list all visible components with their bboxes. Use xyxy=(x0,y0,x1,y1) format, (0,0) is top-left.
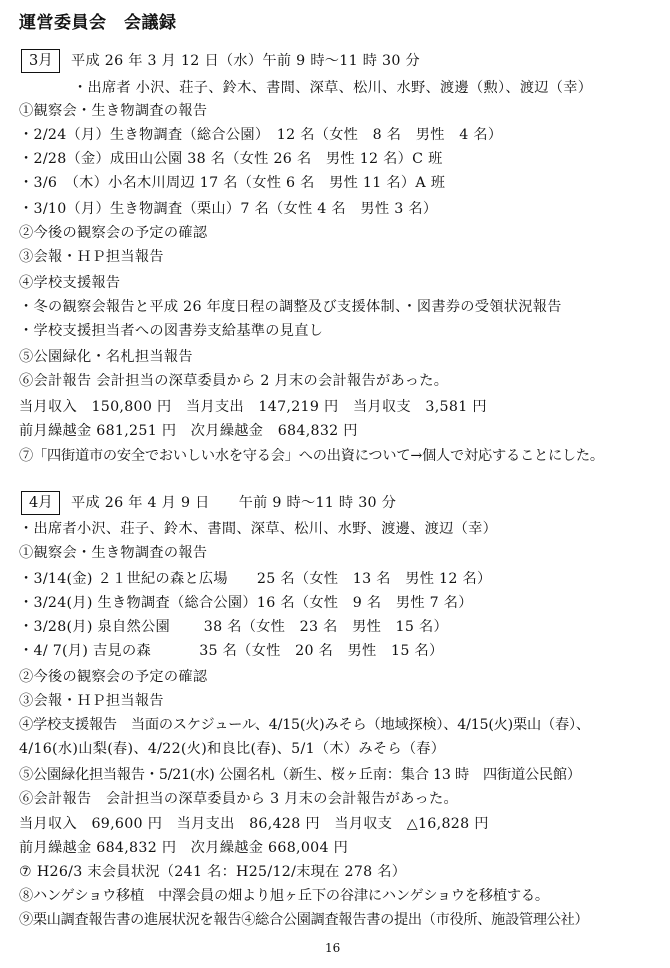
april-item: ・4/ 7(月) 吉見の森 35 名（女性 20 名 男性 15 名） xyxy=(19,643,444,659)
april-attendees: ・出席者小沢、荘子、鈴木、書間、深草、松川、水野、渡邊、渡辺（幸） xyxy=(19,521,498,537)
april-item: 4/16(水)山梨(春)、4/22(火)和良比(春)、5/1（木）みそら（春） xyxy=(19,741,446,757)
march-month-box: 3月 xyxy=(21,49,60,73)
april-item: ⑥会計報告 会計担当の深草委員から 3 月末の会計報告があった。 xyxy=(19,791,458,807)
march-item: ②今後の観察会の予定の確認 xyxy=(19,225,208,241)
april-item: ②今後の観察会の予定の確認 xyxy=(19,669,208,685)
march-item: ・学校支援担当者への図書券支給基準の見直し xyxy=(19,323,324,339)
march-item: ①観察会・生き物調査の報告 xyxy=(19,103,208,119)
march-item: ⑥会計報告 会計担当の深草委員から 2 月末の会計報告があった。 xyxy=(19,373,449,389)
march-item: ・3/6 （木）小名木川周辺 17 名（女性 6 名 男性 11 名）A 班 xyxy=(19,175,446,191)
april-item: ③会報・ＨＰ担当報告 xyxy=(19,693,164,709)
april-item: ⑨栗山調査報告書の進展状況を報告④総合公園調査報告書の提出（市役所、施設管理公社） xyxy=(19,912,589,928)
march-item: ⑦「四街道市の安全でおいしい水を守る会」への出資について→個人で対応することにした。 xyxy=(19,448,604,464)
march-item: ③会報・ＨＰ担当報告 xyxy=(19,249,164,265)
april-item: ⑦ H26/3 末会員状況（241 名：H25/12/末現在 278 名） xyxy=(19,864,407,880)
march-item: ・冬の観察会報告と平成 26 年度日程の調整及び支援体制、・図書券の受領状況報告 xyxy=(19,299,562,315)
april-month-box: 4月 xyxy=(21,491,60,515)
march-attendees: ・出席者 小沢、荘子、鈴木、書間、深草、松川、水野、渡邊（勲）、渡辺（幸） xyxy=(73,80,593,96)
april-item: ①観察会・生き物調査の報告 xyxy=(19,545,208,561)
march-item: ・3/10（月）生き物調査（栗山）7 名（女性 4 名 男性 3 名） xyxy=(19,201,438,217)
march-item: ・2/28（金）成田山公園 38 名（女性 26 名 男性 12 名）C 班 xyxy=(19,151,443,167)
march-item: 当月収入 150,800 円 当月支出 147,219 円 当月収支 3,581 円 xyxy=(19,399,487,415)
march-item: ・2/24（月）生き物調査（総合公園） 12 名（女性 8 名 男性 4 名） xyxy=(19,127,503,143)
march-meeting-header: 平成 26 年 3 月 12 日（水）午前 9 時〜11 時 30 分 xyxy=(71,53,420,69)
april-item: ⑧ハンゲショウ移植 中澤会員の畑より旭ヶ丘下の谷津にハンゲショウを移植する。 xyxy=(19,888,549,904)
april-item: 当月収入 69,600 円 当月支出 86,428 円 当月収支 △16,828 円 xyxy=(19,816,489,832)
april-meeting-header: 平成 26 年 4 月 9 日 午前 9 時〜11 時 30 分 xyxy=(71,495,397,511)
page-title: 運営委員会 会議録 xyxy=(19,13,177,33)
april-item: ⑤公園緑化担当報告・5/21(水) 公園名札（新生、桜ヶ丘南：集合 13 時 四街道公民館） xyxy=(19,767,581,783)
april-item: ④学校支援報告 当面のスケジュール、4/15(火)みそら（地域探検）、4/15(火)栗山（春）、 xyxy=(19,717,590,733)
march-item: ④学校支援報告 xyxy=(19,275,121,291)
april-item: 前月繰越金 684,832 円 次月繰越金 668,004 円 xyxy=(19,840,349,856)
april-item: ・3/14(金) ２１世紀の森と広場 25 名（女性 13 名 男性 12 名） xyxy=(19,571,492,587)
april-item: ・3/24(月) 生き物調査（総合公園）16 名（女性 9 名 男性 7 名） xyxy=(19,595,473,611)
march-item: 前月繰越金 681,251 円 次月繰越金 684,832 円 xyxy=(19,423,358,439)
page-number: 16 xyxy=(325,941,341,955)
april-item: ・3/28(月) 泉自然公園 38 名（女性 23 名 男性 15 名） xyxy=(19,619,448,635)
march-item: ⑤公園緑化・名札担当報告 xyxy=(19,349,193,365)
